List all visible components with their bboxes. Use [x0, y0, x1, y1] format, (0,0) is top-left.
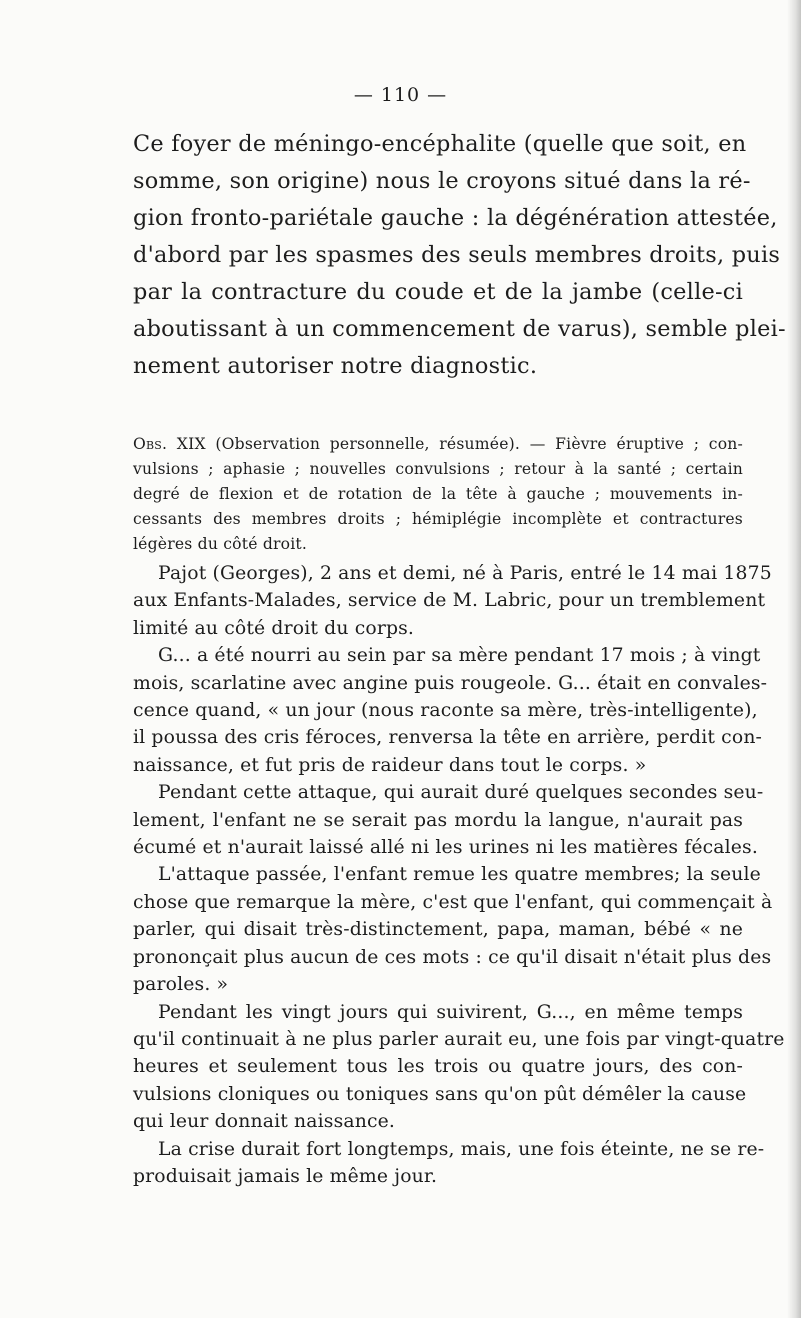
observation-line-text: (Observation personnelle, résumée). — Fièvre éruptive ; con-: [205, 435, 744, 453]
observation-line: cessants des membres droits ; hémiplégie incomplète et contractures: [133, 510, 743, 528]
case-line: paroles. »: [133, 974, 229, 996]
lead-line: aboutissant à un commencement de varus), semble plei-: [133, 316, 786, 342]
observation-label: Obs. XIX: [133, 435, 206, 453]
observation-line: vulsions ; aphasie ; nouvelles convulsions ; retour à la santé ; certain: [133, 460, 743, 478]
case-line: Pendant cette attaque, qui aurait duré quelques secondes seu-: [158, 782, 764, 804]
case-line: heures et seulement tous les trois ou quatre jours, des con-: [133, 1056, 743, 1078]
case-line: L'attaque passée, l'enfant remue les quatre membres; la seule: [158, 864, 761, 886]
lead-line: nement autoriser notre diagnostic.: [133, 353, 538, 379]
lead-line: somme, son origine) nous le croyons situé dans la ré-: [133, 168, 751, 194]
case-line: qu'il continuait à ne plus parler aurait eu, une fois par vingt-quatre: [133, 1028, 785, 1050]
case-line: vulsions cloniques ou toniques sans qu'on pût démêler la cause: [133, 1083, 747, 1105]
lead-line: Ce foyer de méningo-encéphalite (quelle que soit, en: [133, 131, 747, 157]
case-line: limité au côté droit du corps.: [133, 617, 415, 639]
case-line: La crise durait fort longtemps, mais, une fois éteinte, ne se re-: [158, 1138, 765, 1160]
case-line: cence quand, « un jour (nous raconte sa mère, très-intelligente),: [133, 700, 758, 722]
observation-summary: [133, 432, 743, 557]
observation-line: degré de flexion et de rotation de la tête à gauche ; mouvements in-: [133, 485, 743, 503]
case-line: lement, l'enfant ne se serait pas mordu la langue, n'aurait pas: [133, 809, 743, 831]
case-line: aux Enfants-Malades, service de M. Labric, pour un tremblement: [133, 590, 766, 612]
case-line: parler, qui disait très-distinctement, papa, maman, bébé « ne: [133, 919, 743, 941]
case-line: Pendant les vingt jours qui suivirent, G..., en même temps: [158, 1001, 743, 1023]
lead-line: d'abord par les spasmes des seuls membres droits, puis: [133, 242, 781, 268]
case-line: il poussa des cris féroces, renversa la tête en arrière, perdit con-: [133, 727, 763, 749]
case-line: produisait jamais le même jour.: [133, 1165, 438, 1187]
case-line: mois, scarlatine avec angine puis rougeole. G... était en convales-: [133, 672, 768, 694]
lead-line: gion fronto-pariétale gauche : la dégénération attestée,: [133, 205, 778, 231]
case-narrative: [133, 560, 785, 1190]
page-edge-shadow: [787, 0, 801, 1318]
observation-line: légères du côté droit.: [133, 535, 308, 553]
case-line: naissance, et fut pris de raideur dans tout le corps. »: [133, 754, 647, 776]
lead-paragraph: [133, 126, 786, 385]
case-line: écumé et n'aurait laissé allé ni les urines ni les matières fécales.: [133, 837, 758, 859]
case-line: chose que remarque la mère, c'est que l'enfant, qui commençait à: [133, 891, 773, 913]
page-number: — 110 —: [353, 84, 448, 106]
case-line: qui leur donnait naissance.: [133, 1111, 396, 1133]
lead-line: par la contracture du coude et de la jambe (celle-ci: [133, 279, 743, 305]
case-line: Pajot (Georges), 2 ans et demi, né à Paris, entré le 14 mai 1875: [158, 563, 772, 584]
case-line: prononçait plus aucun de ces mots : ce qu'il disait n'était plus des: [133, 946, 772, 968]
case-line: G... a été nourri au sein par sa mère pendant 17 mois ; à vingt: [158, 645, 761, 667]
observation-line: [133, 432, 743, 457]
